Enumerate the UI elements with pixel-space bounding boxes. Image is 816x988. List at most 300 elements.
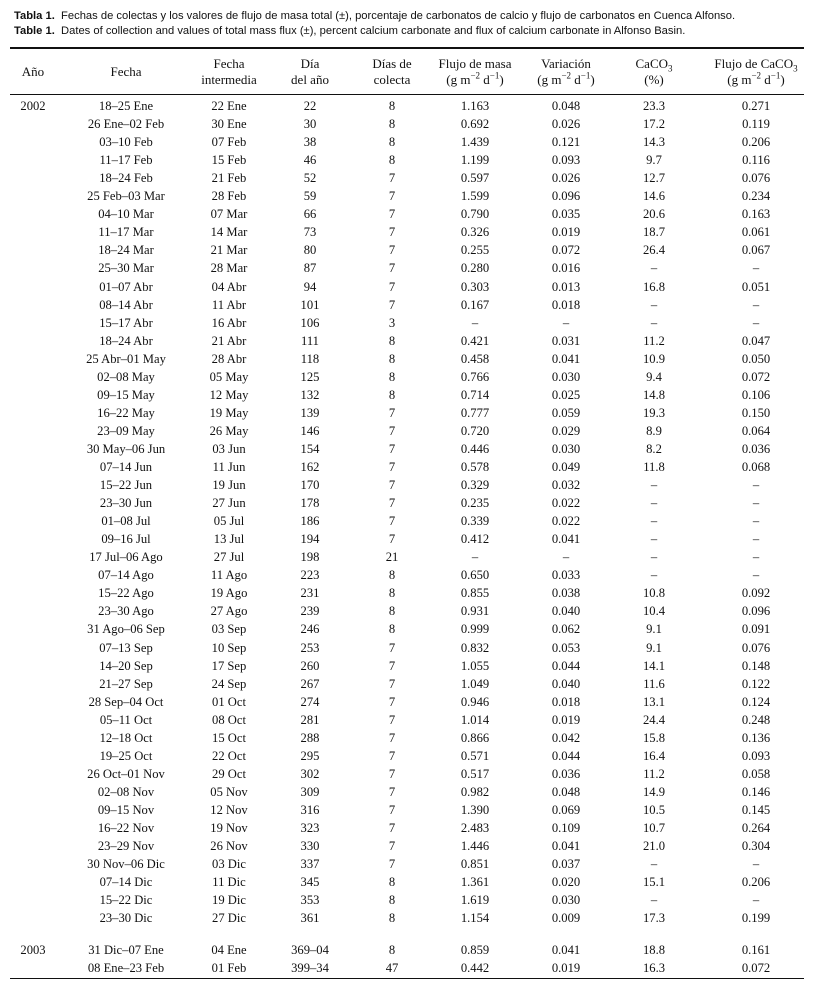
cell-flujoc: 0.264 [741, 821, 771, 835]
cell-dia: 316 [300, 802, 320, 817]
cell-flujo: 2.483 [460, 821, 490, 835]
cell-dias: 8 [388, 893, 396, 908]
cell-flujo: 0.571 [460, 748, 490, 763]
cell-dias: 7 [388, 243, 396, 258]
cell-flujo: – [471, 550, 479, 565]
cell-caco3: 12.7 [642, 171, 666, 186]
cell-flujoc: – [752, 857, 760, 872]
cell-caco3: – [650, 478, 658, 493]
cell-var: 0.109 [551, 821, 581, 835]
cell-caco3: 15.1 [642, 875, 666, 890]
cell-flujoc: 0.058 [741, 766, 771, 781]
cell-caco3: 23.3 [642, 99, 666, 113]
cell-inter: 12 Nov [210, 802, 248, 817]
cell-inter: 19 Jun [212, 478, 246, 493]
cell-fecha: 26 Ene–02 Feb [87, 117, 165, 132]
cell-flujoc: 0.124 [741, 694, 771, 709]
cell-dia: 231 [300, 586, 320, 601]
cell-fecha: 09–15 Nov [97, 802, 155, 817]
cell-dias: 7 [388, 171, 396, 186]
cell-dias: 7 [388, 496, 396, 511]
cell-flujo: 0.650 [460, 568, 490, 583]
cell-dia: 309 [300, 784, 320, 799]
cell-flujoc: 0.136 [741, 730, 771, 745]
cell-var: 0.019 [551, 712, 581, 727]
caption-en-label: Table 1. [14, 25, 55, 37]
table-row [0, 151, 816, 169]
cell-dias: 7 [388, 802, 396, 817]
table-row [0, 837, 816, 855]
table-row [0, 350, 816, 368]
cell-dia: 223 [300, 568, 320, 583]
cell-fecha: 25 Abr–01 May [86, 351, 166, 366]
cell-dias: 7 [388, 658, 396, 673]
table-row [0, 530, 816, 548]
cell-caco3: – [650, 893, 658, 908]
cell-caco3: 16.3 [642, 961, 666, 976]
cell-inter: 22 Oct [212, 748, 246, 763]
cell-var: 0.025 [551, 387, 581, 402]
bottom-rule [10, 978, 804, 979]
cell-inter: 03 Dic [212, 857, 246, 872]
cell-flujo: 0.777 [460, 405, 490, 420]
cell-flujoc: 0.106 [741, 387, 771, 402]
cell-dias: 7 [388, 766, 396, 781]
cell-flujo: 0.442 [460, 961, 490, 976]
table-row [0, 855, 816, 873]
table-row [0, 941, 816, 959]
table-row [0, 584, 816, 602]
header-var-line1: Variación [541, 56, 591, 71]
cell-var: 0.022 [551, 496, 581, 511]
cell-dia: 106 [300, 315, 320, 330]
cell-flujoc: 0.072 [741, 369, 771, 384]
cell-dia: 80 [303, 243, 317, 258]
table-row [0, 801, 816, 819]
cell-dias: 47 [385, 961, 399, 976]
cell-flujoc: 0.091 [741, 622, 771, 637]
cell-caco3: 20.6 [642, 207, 666, 222]
cell-fecha: 25–30 Mar [98, 261, 154, 276]
cell-flujo: 1.163 [460, 99, 490, 113]
cell-dia: 302 [300, 766, 320, 781]
header-inter-line2: intermedia [201, 72, 257, 87]
cell-dias: 7 [388, 189, 396, 204]
cell-dias: 3 [388, 315, 396, 330]
cell-fecha: 23–30 Ago [98, 604, 154, 619]
cell-flujoc: 0.116 [742, 153, 770, 168]
cell-inter: 11 Dic [212, 875, 246, 890]
cell-dia: 288 [300, 730, 320, 745]
cell-flujoc: 0.199 [741, 911, 771, 926]
cell-dia: 330 [300, 839, 320, 854]
cell-dia: 52 [303, 171, 317, 186]
cell-fecha: 18–24 Abr [99, 333, 153, 348]
cell-inter: 10 Sep [211, 640, 247, 655]
cell-flujoc: 0.047 [741, 333, 771, 348]
cell-caco3: 10.9 [642, 351, 666, 366]
cell-inter: 05 Jul [213, 514, 245, 529]
cell-dia: 186 [300, 514, 320, 529]
cell-var: 0.035 [551, 207, 581, 222]
cell-caco3: 8.9 [646, 423, 662, 438]
cell-inter: 27 Ago [210, 604, 248, 619]
cell-fecha: 19–25 Oct [99, 748, 153, 763]
cell-flujo: 1.199 [460, 153, 490, 168]
table-row [0, 693, 816, 711]
cell-fecha: 11–17 Mar [98, 225, 154, 240]
cell-inter: 01 Feb [211, 961, 247, 976]
cell-caco3: 10.5 [642, 802, 666, 817]
cell-flujoc: 0.304 [741, 839, 771, 854]
cell-var: 0.037 [551, 857, 581, 872]
cell-flujoc: – [752, 514, 760, 529]
cell-caco3: 13.1 [642, 694, 666, 709]
cell-dia: 30 [303, 117, 317, 132]
cell-dias: 8 [388, 387, 396, 402]
cell-fecha: 15–22 Jun [99, 478, 153, 493]
table-row [0, 440, 816, 458]
cell-caco3: 14.3 [642, 135, 666, 150]
cell-caco3: 9.1 [646, 640, 662, 655]
table-row [0, 891, 816, 909]
cell-dias: 7 [388, 225, 396, 240]
cell-flujo: 0.720 [460, 423, 490, 438]
cell-flujoc: 0.051 [741, 279, 771, 294]
cell-dias: 8 [388, 568, 396, 583]
cell-var: 0.048 [551, 99, 581, 113]
cell-var: 0.019 [551, 225, 581, 240]
header-caco3: CaCO$_3$ (%) [635, 56, 673, 87]
table-row [0, 783, 816, 801]
cell-flujo: 1.439 [460, 135, 490, 150]
cell-inter: 07 Feb [211, 135, 247, 150]
cell-inter: 11 Abr [211, 297, 247, 312]
cell-dia: 323 [300, 821, 320, 835]
cell-flujoc: 0.050 [741, 351, 771, 366]
cell-inter: 19 Ago [210, 586, 248, 601]
cell-fecha: 15–17 Abr [99, 315, 153, 330]
cell-dia: 337 [300, 857, 320, 872]
cell-dia: 146 [300, 423, 320, 438]
cell-flujo: 0.692 [460, 117, 490, 132]
table-row [0, 620, 816, 638]
cell-dias: 7 [388, 297, 396, 312]
cell-dias: 7 [388, 839, 396, 854]
table-row [0, 296, 816, 314]
cell-dias: 21 [385, 550, 399, 565]
cell-var: 0.093 [551, 153, 581, 168]
cell-flujo: 1.619 [460, 893, 490, 908]
cell-fecha: 08–14 Abr [99, 297, 153, 312]
header-inter-line1: Fecha [213, 56, 245, 71]
cell-dias: 8 [388, 333, 396, 348]
table-row [0, 602, 816, 620]
cell-flujoc: 0.096 [741, 604, 771, 619]
cell-dia: 94 [303, 279, 317, 294]
cell-fecha: 23–30 Dic [99, 911, 153, 926]
cell-flujoc: – [752, 893, 760, 908]
table-row [0, 458, 816, 476]
header-flujoc-line1: Flujo de CaCO [714, 56, 794, 71]
cell-caco3: 14.6 [642, 189, 666, 204]
cell-dias: 8 [388, 99, 396, 113]
cell-dias: 7 [388, 821, 396, 835]
cell-dia: 260 [300, 658, 320, 673]
cell-inter: 15 Feb [211, 153, 247, 168]
cell-dia: 281 [300, 712, 320, 727]
cell-dia: 22 [303, 99, 317, 113]
cell-flujo: 1.055 [460, 658, 490, 673]
cell-flujo: 0.339 [460, 514, 490, 529]
table-row [0, 332, 816, 350]
cell-dias: 7 [388, 676, 396, 691]
cell-var: – [562, 550, 570, 565]
cell-flujoc: 0.061 [741, 225, 771, 240]
cell-flujo: 0.766 [460, 369, 490, 384]
cell-var: 0.041 [551, 839, 581, 854]
cell-dias: 8 [388, 135, 396, 150]
cell-caco3: 16.8 [642, 279, 666, 294]
cell-dia: 274 [300, 694, 320, 709]
cell-dias: 7 [388, 712, 396, 727]
cell-fecha: 31 Dic–07 Ene [88, 943, 164, 958]
cell-flujo: 0.982 [460, 784, 490, 799]
caption-es-label: Tabla 1. [14, 10, 55, 22]
cell-var: 0.020 [551, 875, 581, 890]
cell-dia: 87 [303, 261, 317, 276]
cell-fecha: 01–08 Jul [101, 514, 151, 529]
cell-flujoc: 0.161 [741, 943, 771, 958]
header-var-units: (g $m^{-2}$ $d^{-1}$) [537, 70, 595, 87]
cell-inter: 30 Ene [211, 117, 247, 132]
cell-dias: 8 [388, 351, 396, 366]
cell-dias: 7 [388, 514, 396, 529]
cell-caco3: 11.6 [643, 676, 665, 691]
cell-dia: 38 [303, 135, 317, 150]
cell-caco3: 21.0 [642, 839, 666, 854]
cell-var: 0.041 [551, 532, 581, 547]
cell-caco3: – [650, 315, 658, 330]
cell-fecha: 09–16 Jul [101, 532, 151, 547]
cell-var: 0.032 [551, 478, 581, 493]
cell-dia: 118 [300, 351, 320, 366]
cell-var: 0.059 [551, 405, 581, 420]
cell-flujo: 0.421 [460, 333, 490, 348]
cell-dia: 345 [300, 875, 320, 890]
table-row [0, 512, 816, 530]
cell-dia: 125 [300, 369, 320, 384]
cell-fecha: 04–10 Mar [98, 207, 154, 222]
cell-flujo: 0.458 [460, 351, 490, 366]
cell-var: 0.026 [551, 171, 581, 186]
cell-inter: 28 Abr [211, 351, 247, 366]
cell-fecha: 07–14 Ago [98, 568, 154, 583]
cell-dia: 139 [300, 405, 320, 420]
cell-dias: 7 [388, 478, 396, 493]
cell-flujo: 0.597 [460, 171, 490, 186]
caption-en-text: Dates of collection and values of total mass flux (±), percent calcium carbonate and flux of calcium carbonate in Alfonso Basin. [61, 25, 686, 37]
cell-dia: 59 [303, 189, 317, 204]
cell-fecha: 18–24 Feb [99, 171, 153, 186]
table-row [0, 115, 816, 133]
table-row [0, 133, 816, 151]
header-year: Año [21, 64, 45, 79]
cell-year: 2003 [20, 943, 46, 958]
cell-flujoc: 0.064 [741, 423, 771, 438]
cell-flujoc: – [752, 478, 760, 493]
cell-caco3: 10.4 [642, 604, 666, 619]
table-row [0, 223, 816, 241]
header-dia-line1: Día [300, 56, 320, 71]
cell-var: 0.053 [551, 640, 581, 655]
cell-caco3: 11.8 [643, 460, 665, 474]
cell-var: 0.030 [551, 369, 581, 384]
cell-caco3: 9.1 [646, 622, 662, 637]
cell-caco3: 10.8 [642, 586, 666, 601]
cell-inter: 14 Mar [210, 225, 248, 240]
table-row [0, 711, 816, 729]
cell-caco3: 19.3 [642, 405, 666, 420]
cell-inter: 03 Sep [211, 622, 247, 637]
cell-var: 0.044 [551, 658, 581, 673]
cell-flujo: 1.049 [460, 676, 490, 691]
cell-inter: 08 Oct [212, 712, 246, 727]
cell-inter: 17 Sep [211, 658, 247, 673]
cell-dias: 7 [388, 405, 396, 420]
table-row [0, 747, 816, 765]
cell-inter: 19 Nov [210, 821, 248, 835]
cell-flujoc: 0.146 [741, 784, 771, 799]
table-row [0, 819, 816, 837]
cell-caco3: – [650, 297, 658, 312]
cell-dia: 178 [300, 496, 320, 511]
cell-fecha: 08 Ene–23 Feb [87, 961, 165, 976]
header-flujoc-units: (g $m^{-2}$ $d^{-1}$) [727, 70, 785, 87]
cell-inter: 05 May [209, 369, 249, 384]
cell-dia: 369–04 [291, 943, 329, 958]
cell-inter: 03 Jun [212, 441, 246, 456]
header-flujo-caco3: Flujo de CaCO$_3$ (g $m^{-2}$ $d^{-1}$) [714, 56, 798, 87]
table-row [0, 169, 816, 187]
cell-var: 0.019 [551, 961, 581, 976]
cell-inter: 28 Feb [211, 189, 247, 204]
cell-var: 0.062 [551, 622, 581, 637]
cell-flujo: 0.931 [460, 604, 490, 619]
cell-caco3: – [650, 857, 658, 872]
cell-var: – [562, 315, 570, 330]
cell-var: 0.016 [551, 261, 581, 276]
cell-caco3: 9.4 [646, 369, 662, 384]
cell-flujo: 1.599 [460, 189, 490, 204]
cell-flujo: 0.329 [460, 478, 490, 493]
cell-inter: 04 Ene [211, 943, 247, 958]
cell-flujoc: 0.206 [741, 135, 771, 150]
cell-dia: 170 [300, 478, 320, 493]
cell-dias: 8 [388, 369, 396, 384]
cell-dia: 239 [300, 604, 320, 619]
cell-dia: 198 [300, 550, 320, 565]
cell-dias: 7 [388, 694, 396, 709]
cell-flujoc: 0.092 [741, 586, 771, 601]
header-dia-line2: del año [291, 72, 329, 87]
cell-caco3: 14.1 [642, 658, 666, 673]
cell-dias: 8 [388, 153, 396, 168]
header-dias-line1: Días de [372, 56, 412, 71]
table-row [0, 259, 816, 277]
cell-flujoc: – [752, 315, 760, 330]
cell-fecha: 11–17 Feb [99, 153, 153, 168]
table-row [0, 639, 816, 657]
cell-fecha: 17 Jul–06 Ago [89, 550, 163, 565]
table-row [0, 675, 816, 693]
cell-var: 0.048 [551, 784, 581, 799]
table-row [0, 386, 816, 404]
cell-fecha: 05–11 Oct [99, 712, 153, 727]
cell-dias: 7 [388, 207, 396, 222]
cell-flujo: 0.167 [460, 297, 490, 312]
cell-var: 0.040 [551, 676, 581, 691]
cell-var: 0.044 [551, 748, 581, 763]
cell-flujoc: 0.036 [741, 441, 771, 456]
cell-flujoc: 0.067 [741, 243, 771, 258]
cell-caco3: 8.2 [646, 441, 662, 456]
cell-flujo: 0.866 [460, 730, 490, 745]
cell-inter: 11 Ago [210, 568, 248, 583]
cell-flujoc: 0.234 [741, 189, 771, 204]
cell-fecha: 02–08 May [97, 369, 155, 384]
cell-caco3: 17.3 [642, 911, 666, 926]
cell-fecha: 25 Feb–03 Mar [87, 189, 165, 204]
cell-dias: 7 [388, 730, 396, 745]
cell-fecha: 18–24 Mar [98, 243, 154, 258]
cell-var: 0.049 [551, 460, 581, 474]
cell-dia: 361 [300, 911, 320, 926]
cell-flujoc: 0.076 [741, 640, 771, 655]
cell-var: 0.031 [551, 333, 581, 348]
cell-var: 0.121 [551, 135, 581, 150]
table-row [0, 909, 816, 927]
cell-flujo: 0.832 [460, 640, 490, 655]
table-row [0, 278, 816, 296]
cell-caco3: – [650, 568, 658, 583]
cell-inter: 13 Jul [213, 532, 245, 547]
table-row [0, 422, 816, 440]
cell-flujoc: 0.119 [742, 117, 770, 132]
cell-dia: 246 [300, 622, 320, 637]
cell-flujo: 0.235 [460, 496, 490, 511]
cell-dia: 194 [300, 532, 320, 547]
cell-dia: 399–34 [291, 961, 329, 976]
header-caco3-line2: (%) [644, 72, 664, 87]
cell-dia: 111 [301, 333, 319, 348]
cell-fecha: 26 Oct–01 Nov [87, 766, 165, 781]
cell-inter: 27 Jun [212, 496, 246, 511]
cell-fecha: 07–14 Dic [99, 875, 153, 890]
table-row [0, 404, 816, 422]
caption-es-text: Fechas de colectas y los valores de flujo de masa total (±), porcentaje de carbonatos de calcio y flujo de carbonatos en Cuenca Alfonso. [61, 10, 736, 22]
table-row [0, 959, 816, 977]
cell-caco3: 11.2 [643, 333, 665, 348]
cell-flujo: 0.946 [460, 694, 490, 709]
cell-dia: 132 [300, 387, 320, 402]
cell-dias: 7 [388, 640, 396, 655]
table-row [0, 241, 816, 259]
cell-flujoc: 0.076 [741, 171, 771, 186]
header-caco3-line1: CaCO [635, 56, 668, 71]
cell-year: 2002 [20, 99, 46, 113]
cell-inter: 21 Feb [211, 171, 247, 186]
